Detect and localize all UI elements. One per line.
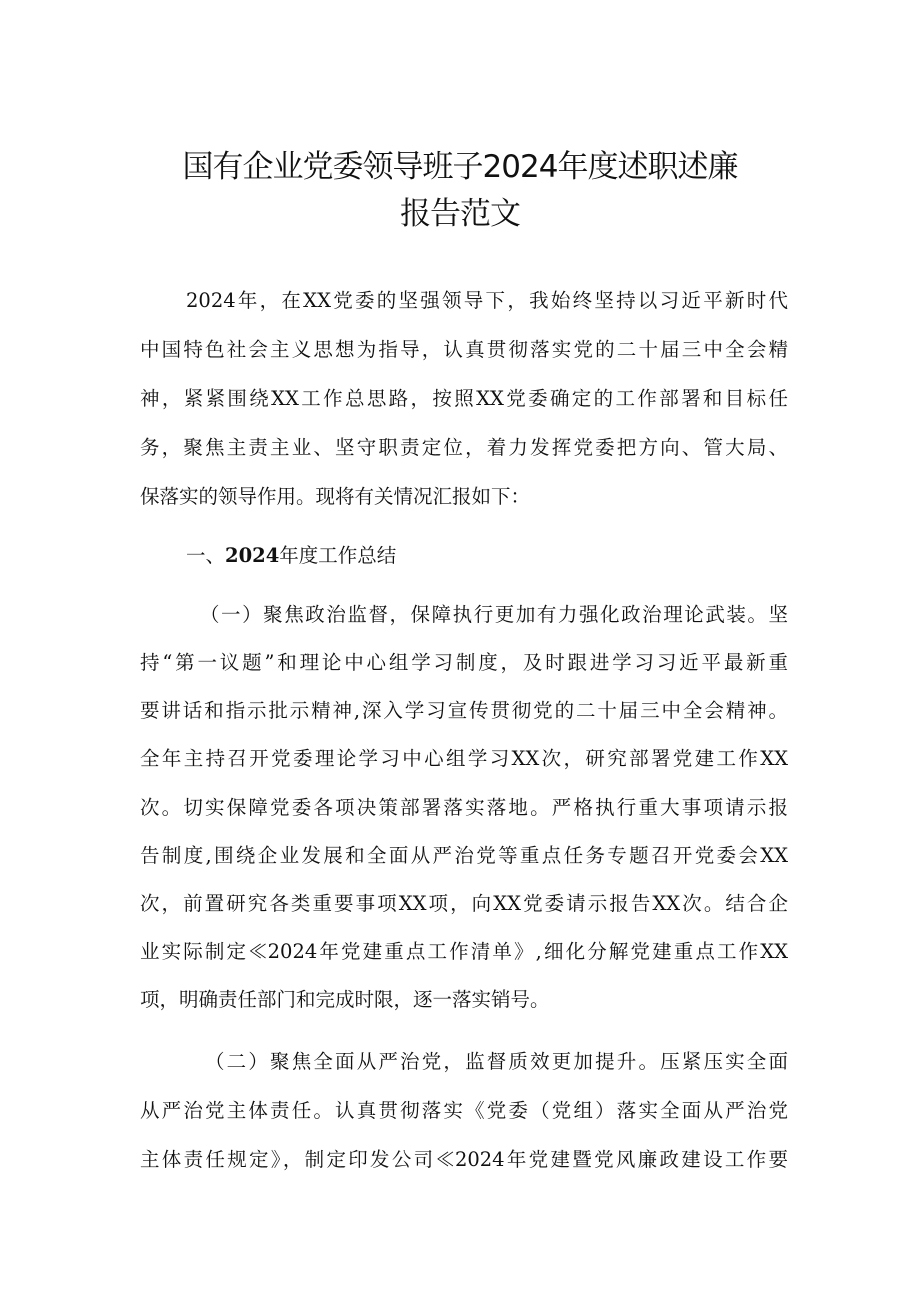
para1-line-9: 项，明确责任部门和完成时限，逐一落实销号。 (140, 988, 550, 1011)
para1-line-8: 业实际制定≪2024年党建重点工作清单》,细化分解党建重点工作XX (140, 940, 788, 963)
para1-line-7: 次，前置研究各类重要事项XX项，向XX党委请示报告XX次。结合企 (140, 892, 788, 915)
para1-line-5: 次。切实保障党委各项决策部署落实落地。严格执行重大事项请示报 (140, 796, 788, 819)
intro-line-2: 中国特色社会主义思想为指导，认真贯彻落实党的二十届三中全会精 (140, 338, 788, 361)
para1-line-2: 持“第一议题”和理论中心组学习制度，及时跟进学习习近平最新重 (140, 651, 788, 674)
para2-line-2: 从严治党主体责任。认真贯彻落实《党委（党组）落实全面从严治党 (140, 1099, 788, 1122)
para1-line-1: （一）聚焦政治监督，保障执行更加有力强化政治理论武装。坚 (200, 603, 788, 626)
section-heading (186, 544, 586, 568)
para2-line-3: 主体责任规定》，制定印发公司≪2024年党建暨党风廉政建设工作要 (140, 1148, 788, 1171)
para1-line-6: 告制度,围绕企业发展和全面从严治党等重点任务专题召开党委会XX (140, 844, 788, 867)
para1-line-3: 要讲话和指示批示精神,深入学习宣传贯彻党的二十届三中全会精神。 (140, 699, 788, 722)
para2-line-1: （二）聚焦全面从严治党，监督质效更加提升。压紧压实全面 (205, 1050, 788, 1073)
document-title-line-1: 国有企业党委领导班子2024年度述职述廉 (182, 149, 738, 185)
document-title-line-2: 报告范文 (400, 196, 520, 232)
section-heading-text: 年度工作总结 (279, 544, 397, 567)
intro-line-3: 神，紧紧围绕XX工作总思路，按照XX党委确定的工作部署和目标任 (140, 387, 788, 410)
section-heading-prefix: 一、 (186, 544, 226, 567)
intro-line-5: 保落实的领导作用。现将有关情况汇报如下： (140, 485, 531, 508)
para1-line-4: 全年主持召开党委理论学习中心组学习XX次，研究部署党建工作XX (140, 747, 788, 770)
section-heading-year: 2024 (225, 544, 280, 567)
intro-line-1: 2024年，在XX党委的坚强领导下，我始终坚持以习近平新时代 (186, 289, 788, 312)
intro-line-4: 务，聚焦主责主业、坚守职责定位，着力发挥党委把方向、管大局、 (140, 436, 788, 459)
